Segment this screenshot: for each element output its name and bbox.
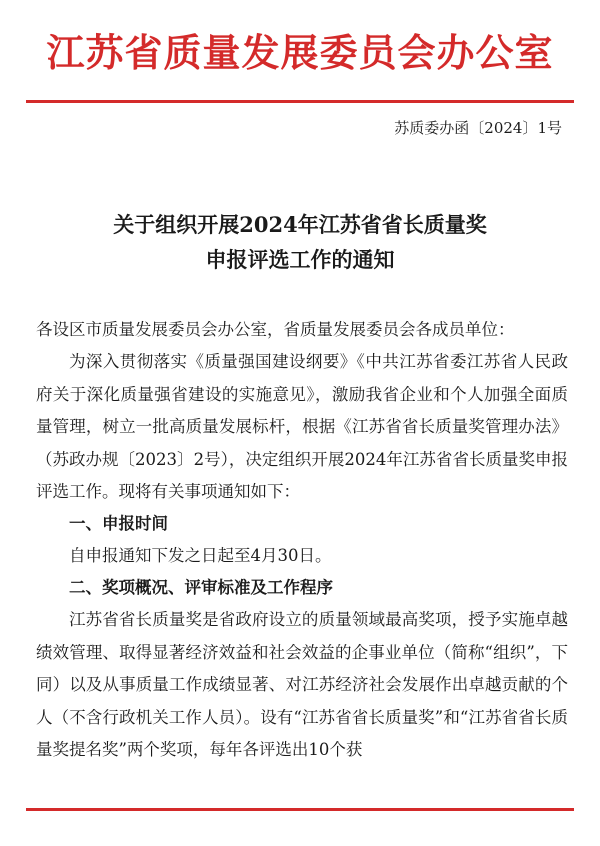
section-heading-award-overview: 二、奖项概况、评审标准及工作程序: [69, 578, 333, 597]
intro-paragraph: 为深入贯彻落实《质量强国建设纲要》《中共江苏省委江苏省人民政府关于深化质量强省建设的实施意见》，激励我省企业和个人加强全面质量管理，树立一批高质量发展标杆，根据《江苏省省长质量奖管理办法》（苏政办规〔2023〕2号），决定组织开展2024年江苏省省长质量奖申报评选工作。现将有关事项通知如下：: [36, 352, 568, 501]
document-number: 苏质委办函〔2024〕1号: [394, 119, 562, 137]
section-heading-application-period: 一、申报时间: [69, 514, 168, 533]
salutation: 各设区市质量发展委员会办公室，省质量发展委员会各成员单位：: [36, 320, 515, 339]
issuing-office-masthead: 江苏省质量发展委员会办公室: [46, 31, 554, 75]
award-overview-paragraph: 江苏省省长质量奖是省政府设立的质量领域最高奖项，授予实施卓越绩效管理、取得显著经济效益和社会效益的企事业单位（简称“组织”，下同）以及从事质量工作成绩显著、对江苏经济社会发展作出卓越贡献的个人（不含行政机关工作人员）。设有“江苏省省长质量奖”和“江苏省省长质量奖提名奖”两个奖项，每年各评选出10个获: [36, 610, 568, 759]
notice-title-line-2: 申报评选工作的通知: [205, 247, 395, 272]
application-period-text: 自申报通知下发之日起至4月30日。: [69, 546, 332, 565]
footer-red-rule: [26, 808, 574, 811]
notice-title-line-1: 关于组织开展2024年江苏省省长质量奖: [113, 212, 487, 237]
masthead-red-rule: [26, 100, 574, 103]
